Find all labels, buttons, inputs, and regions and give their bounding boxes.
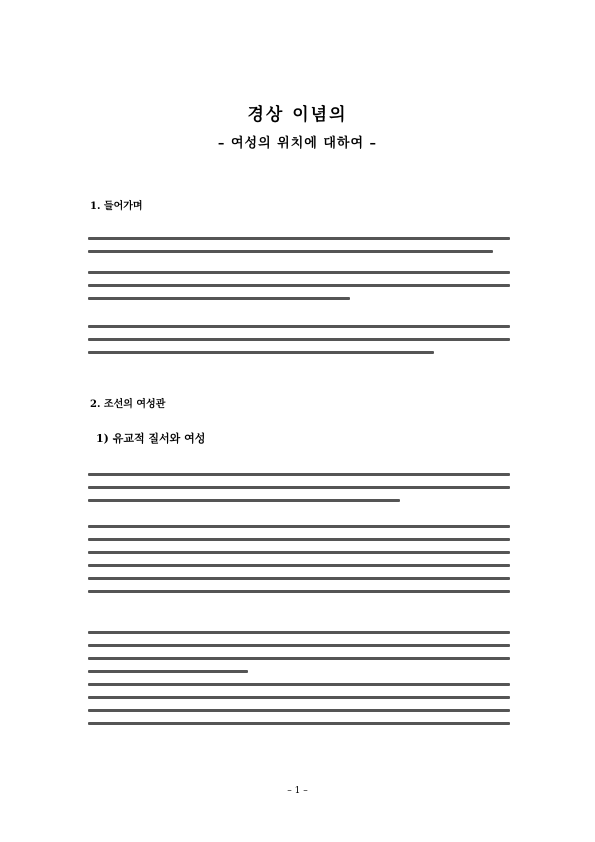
section-heading-2: 2. 조선의 여성관 xyxy=(90,399,166,410)
paragraph-3 xyxy=(88,320,510,364)
paragraph-4 xyxy=(88,468,510,512)
paragraph-6 xyxy=(88,626,510,683)
paragraph-5 xyxy=(88,520,510,603)
paragraph-2 xyxy=(88,266,510,310)
subsection-heading: 1) 유교적 질서와 여성 xyxy=(96,432,206,445)
paragraph-1 xyxy=(88,232,510,263)
page-subtitle: – 여성의 위치에 대하여 – xyxy=(217,136,378,151)
section-heading-1: 1. 들어가며 xyxy=(90,201,143,212)
page-title: 경상 이념의 xyxy=(247,105,348,125)
paragraph-7 xyxy=(88,678,510,735)
page-number: – 1 – xyxy=(287,786,308,796)
